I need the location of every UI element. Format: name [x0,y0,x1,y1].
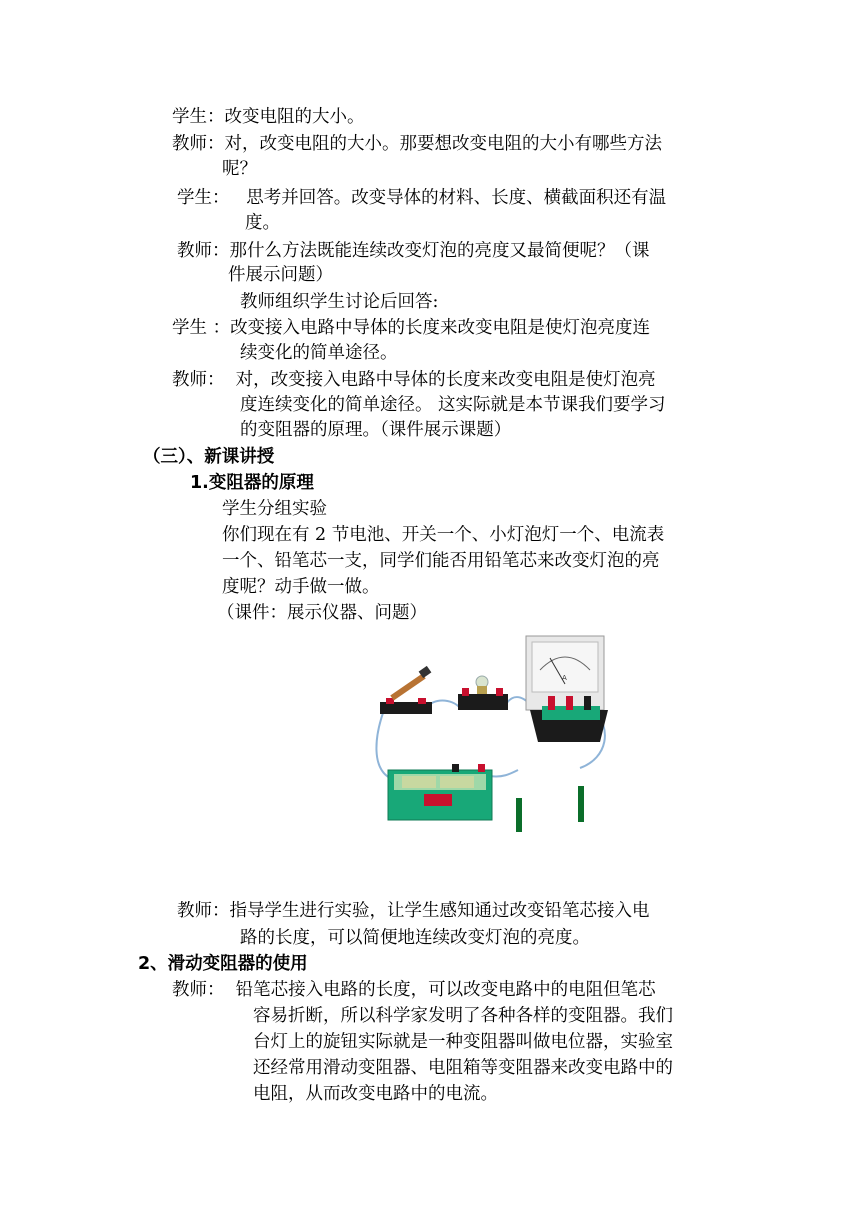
line: 教师：对，改变电阻的大小。那要想改变电阻的大小有哪些方法 [172,134,662,154]
line: 教师： 对，改变接入电路中导体的长度来改变电阻是使灯泡亮 [172,370,656,390]
battery-label [424,794,452,806]
circuit-apparatus-figure [372,628,612,850]
line: 台灯上的旋钮实际就是一种变阻器叫做电位器，实验室 [253,1032,673,1052]
line: 度连续变化的简单途径。 这实际就是本节课我们要学习 [240,395,666,415]
line: （课件：展示仪器、问题） [217,603,427,623]
lamp-base [458,694,508,710]
pencil-lead [578,786,584,822]
line: 一个、铅笔芯一支，同学们能否用铅笔芯来改变灯泡的亮 [222,551,660,571]
line: 你们现在有 2 节电池、开关一个、小灯泡灯一个、电流表 [222,525,665,545]
wire [376,710,390,778]
line: 教师：那什么方法既能连续改变灯泡的亮度又最简便呢？（课 [177,241,650,261]
line: 度呢？动手做一做。 [222,577,380,597]
line: 件展示问题） [228,265,333,285]
subsection-heading: 1.变阻器的原理 [190,473,314,493]
line: 的变阻器的原理。（课件展示课题） [240,420,512,440]
line: 路的长度，可以简便地连续改变灯泡的亮度。 [240,928,590,948]
wire [490,770,518,777]
line: 还经常用滑动变阻器、电阻箱等变阻器来改变电路中的 [253,1058,673,1078]
line: 学生 ：改变接入电路中导体的长度来改变电阻是使灯泡亮度连 [172,318,651,338]
line: 容易折断，所以科学家发明了各种各样的变阻器。我们 [253,1006,673,1026]
line: 教师：指导学生进行实验，让学生感知通过改变铅笔芯接入电 [177,901,650,921]
line: 学生： 思考并回答。改变导体的材料、长度、横截面积还有温 [177,188,667,208]
pencil-lead [516,798,522,832]
line: 教师组织学生讨论后回答: [240,292,439,312]
line: 教师： 铅笔芯接入电路的长度，可以改变电路中的电阻但笔芯 [172,980,656,1000]
line: 学生：改变电阻的大小。 [172,107,365,127]
switch-blade [392,676,424,698]
line: 呢？ [222,159,257,179]
line: 续变化的简单途径。 [240,343,398,363]
line: 度。 [245,213,280,233]
section-heading: （三）、新课讲授 [143,447,275,467]
section-heading: 2、滑动变阻器的使用 [138,954,308,974]
line: 学生分组实验 [222,499,327,519]
ammeter-mark: A [562,674,567,682]
line: 电阻，从而改变电路中的电流。 [253,1084,498,1104]
